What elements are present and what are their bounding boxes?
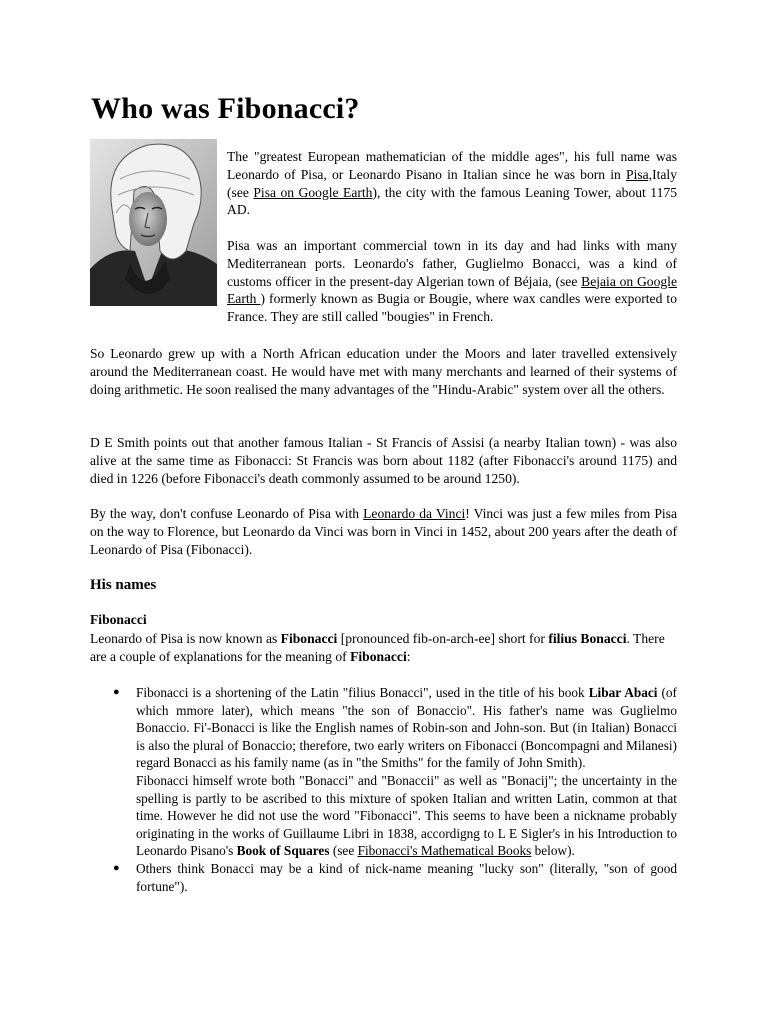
da-vinci-text-1: By the way, don't confuse Leonardo of Pisa with [90,506,364,521]
pisa-paragraph [227,237,677,326]
leonardo-da-vinci-link[interactable]: Leonardo da Vinci [363,506,466,521]
name-bold-2: filius Bonacci [548,631,627,646]
name-explanations-list [90,684,677,895]
bullet-text: Fibonacci himself wrote both "Bonacci" and "Bonaccii" as well as "Bonacij"; the uncertainty in the spelling is partly to be ascribed to this mixture of spoken Italian and written Latin, common at that time. However he did not use the word "Fibonacci". This seems to have been a nickname probably originating in the works of Guillaume Libri in 1838, accordigng to L E Sigler's in his Introduction to Leonardo Pisano's [136,772,677,859]
bullet-bold-text: Libar Abaci [588,685,658,700]
st-francis-paragraph: D E Smith points out that another famous Italian - St Francis of Assisi (a nearby Italian town) - was also alive at the same time as Fibonacci: St Francis was born about 1182 (after Fibonacci's around 1175) and died in 1226 (before Fibonacci's death commonly assumed to be around 1250). [90,435,677,486]
pisa-google-earth-link[interactable]: Pisa on Google Earth [253,184,373,200]
bullet-icon: ● [113,861,120,874]
fibonacci-portrait-image [90,139,217,306]
name-text-3: . There are a couple of explanations for the meaning of [90,631,665,664]
bullet-text: Others think Bonacci may be a kind of nick-name meaning "lucky son" (literally, "son of good fortune"). [136,860,677,894]
da-vinci-text-2: ! Vinci was just a few miles from Pisa on the way to Florence, but Leonardo da Vinci was born in Vinci in 1452, about 200 years after the death of Leonardo of Pisa (Fibonacci). [90,506,677,557]
section-heading-his-names: His names [90,577,157,593]
subheading-fibonacci: Fibonacci [90,612,147,627]
list-item [90,860,677,895]
bullet-text: Fibonacci is a shortening of the Latin "filius Bonacci", used in the title of his book [136,685,589,700]
name-text-2: [pronounced fib-on-arch-ee] short for [337,631,549,646]
bullet-icon: ● [113,686,120,698]
bullet-text: (see [329,843,358,859]
bullet-text: below). [531,843,575,859]
pisa-text-1: Pisa was an important commercial town in its day and had links with many Mediterranean ports. Leonardo's father, Guglielmo Bonacci, was a kind of customs officer in the present-day Algerian town of Béjaia, (see [227,238,677,289]
name-text-4: : [406,648,411,664]
bullet-bold-text: Book of Squares [236,843,330,859]
education-paragraph: So Leonardo grew up with a North African education under the Moors and later travelled extensively around the Mediterranean coast. He would have met with many merchants and learned of their systems of doing arithmetic. He soon realised the many advantages of the "Hindu-Arabic" system over all the others. [90,346,677,397]
pisa-link[interactable]: Pisa, [626,166,653,182]
bullet-text: (of which mmore later), which means "the son of Bonaccio". His father's name was Guglielmo Bonaccio. Fi'-Bonacci is like the English names of Robin-son and John-son. But (in Italian) Bonacci is also the plural of Bonaccio; therefore, two early writers on Fibonacci (Boncompagni and Milanesi) regard Bonacci as his family name (as in "the Smiths" for the family of John Smith). [136,685,677,771]
bejaia-google-earth-link[interactable]: Bejaia on Google Earth [227,273,677,307]
page-title: Who was Fibonacci? [91,92,360,125]
list-item [90,684,677,860]
name-paragraph [90,630,677,666]
mathematical-books-link[interactable]: Fibonacci's Mathematical Books [357,843,532,859]
intro-text-2: Italy (see [227,166,677,200]
intro-paragraph [227,148,677,219]
name-bold-1: Fibonacci [280,631,338,646]
da-vinci-paragraph [90,505,677,558]
pisa-text-2: ) formerly known as Bugia or Bougie, where wax candles were exported to France. They are still called "bougies" in French. [227,291,677,325]
intro-text-1: The "greatest European mathematician of the middle ages", his full name was Leonardo of Pisa, or Leonardo Pisano in Italian since he was born in [227,149,677,182]
name-text-1: Leonardo of Pisa is now known as [90,631,281,646]
intro-text-3: ), the city with the famous Leaning Tower, about 1175 AD. [227,184,677,218]
name-bold-3: Fibonacci [350,648,407,664]
